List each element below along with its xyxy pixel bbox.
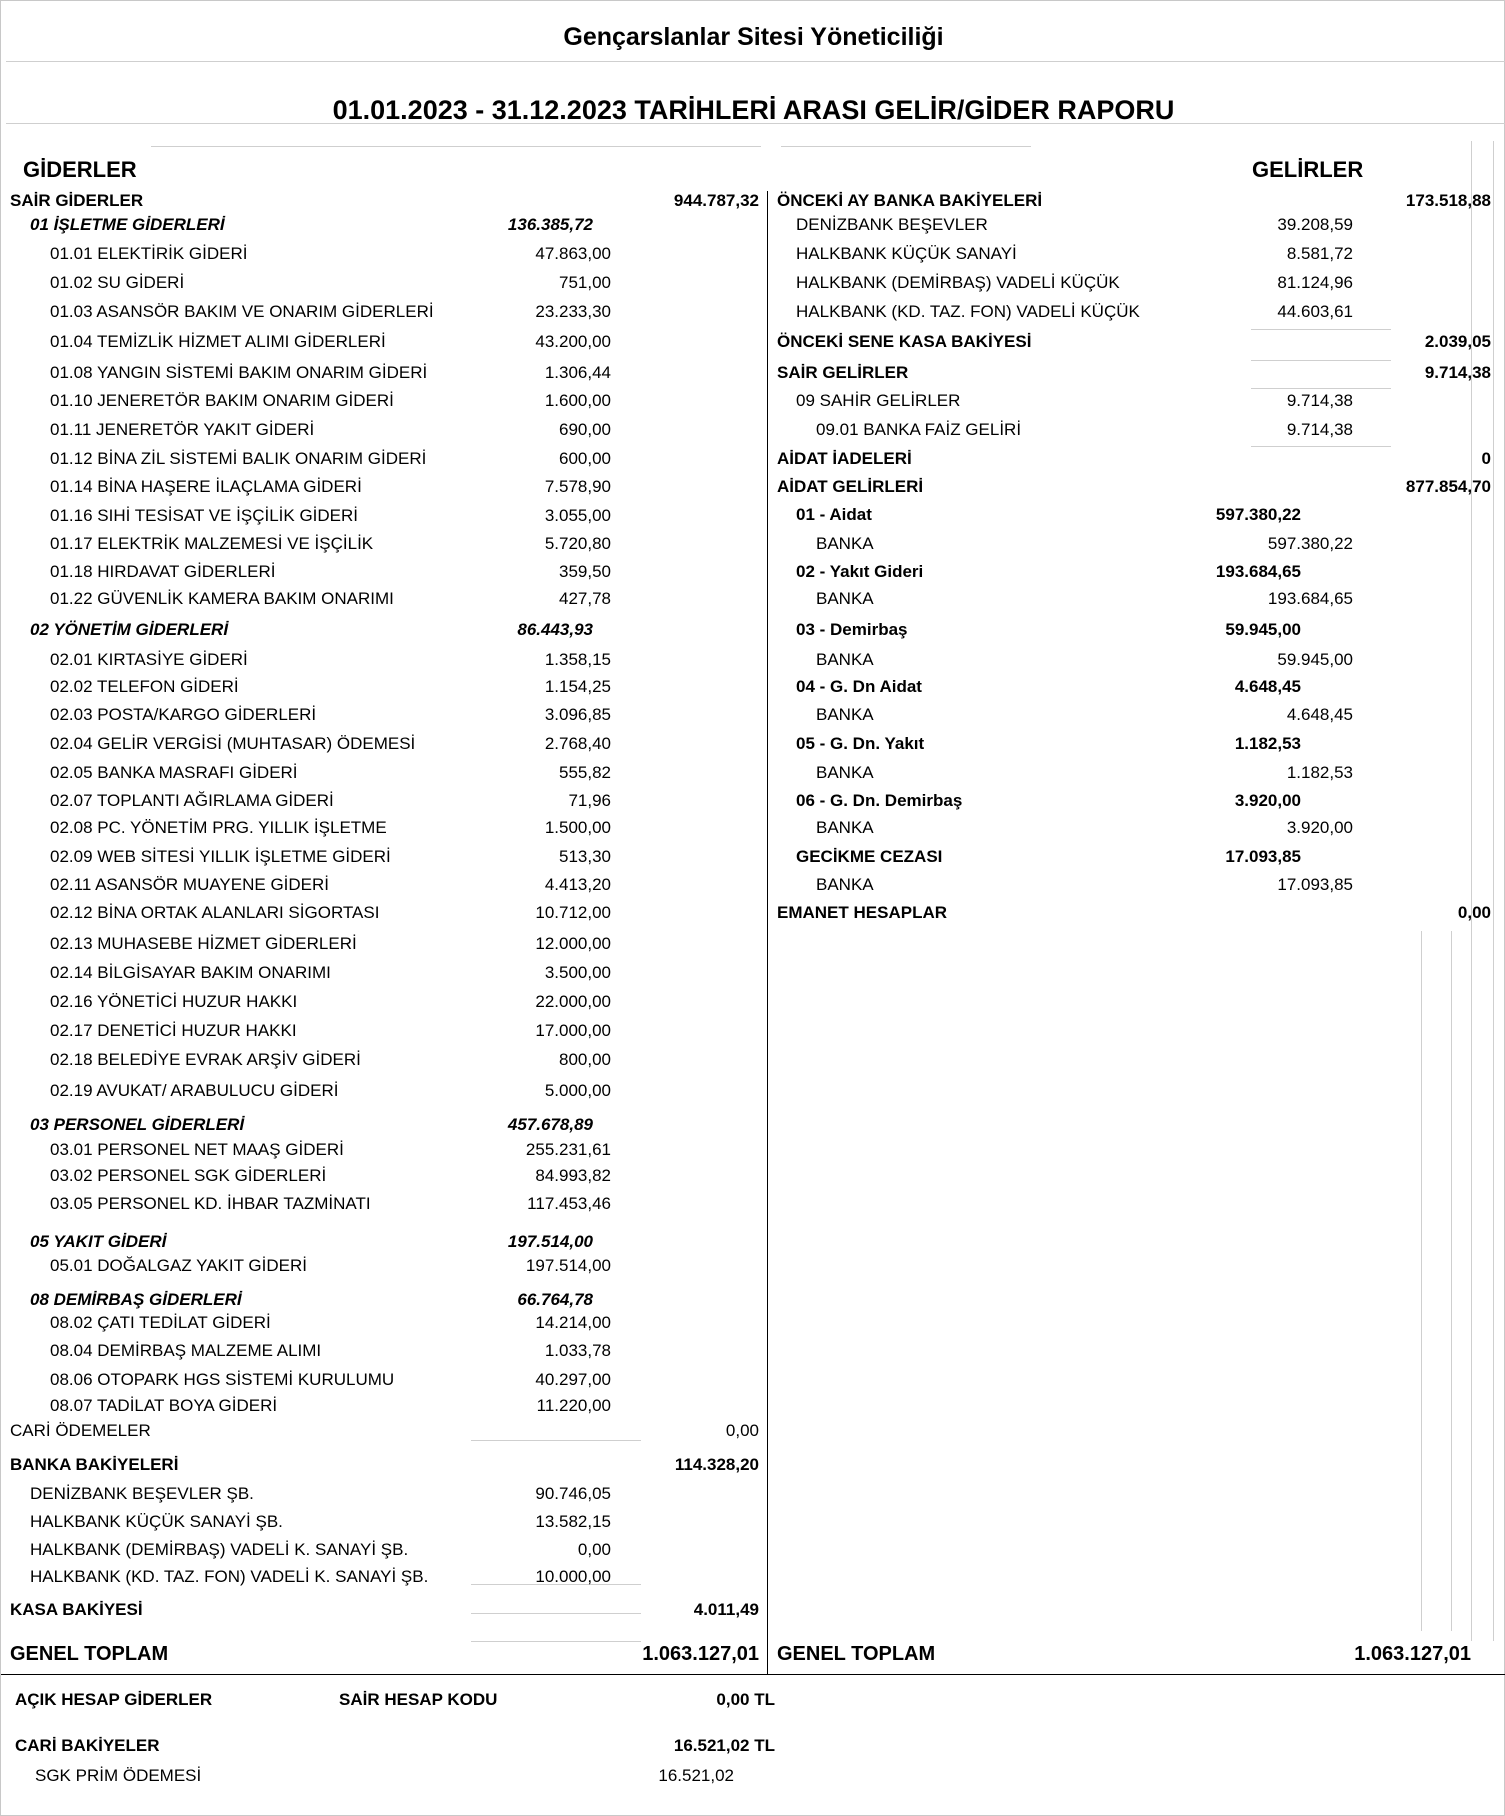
expense-row-label: DENİZBANK BEŞEVLER ŞB.	[30, 1484, 254, 1503]
expense-row-label: BANKA BAKİYELERİ	[10, 1455, 179, 1474]
income-row	[767, 212, 1505, 238]
expense-row-value: 117.453,46	[527, 1194, 611, 1213]
income-row-value: 17.093,85	[1277, 875, 1353, 894]
income-row	[767, 788, 1505, 814]
expense-row-value: 11.220,00	[536, 1396, 611, 1415]
income-row-label: 09 SAHİR GELİRLER	[796, 391, 961, 410]
expense-row	[1, 1367, 767, 1393]
income-row	[767, 388, 1505, 414]
expense-row-label: 01.03 ASANSÖR BAKIM VE ONARIM GİDERLERİ	[50, 302, 434, 321]
expenses-grand-total-value: 1.063.127,01	[642, 1643, 759, 1665]
income-row-label: 05 - G. Dn. Yakıt	[796, 734, 925, 753]
expense-row	[1, 417, 767, 443]
expense-row-label: 02.13 MUHASEBE HİZMET GİDERLERİ	[50, 934, 357, 953]
expense-row	[1, 188, 767, 214]
income-row-value: 39.208,59	[1277, 215, 1353, 234]
expense-row-value: 1.358,15	[544, 650, 611, 669]
expense-row-label: 01.18 HIRDAVAT GİDERLERİ	[50, 562, 276, 581]
income-row-subtotal: 17.093,85	[1225, 847, 1301, 866]
income-row-label: HALKBANK KÜÇÜK SANAYİ	[796, 244, 1017, 263]
income-row-label: BANKA	[816, 589, 874, 608]
expense-row-label: 03.02 PERSONEL SGK GİDERLERİ	[50, 1166, 327, 1185]
income-row	[767, 299, 1505, 325]
organization-title: Gençarslanlar Sitesi Yöneticiliği	[563, 23, 944, 51]
expense-row	[1, 1452, 767, 1478]
income-row-value: 8.581,72	[1286, 244, 1353, 263]
income-row-value: 9.714,38	[1286, 420, 1353, 439]
expense-row-subtotal: 66.764,78	[517, 1290, 593, 1309]
income-row	[767, 702, 1505, 728]
expense-row-label: 08.02 ÇATI TEDİLAT GİDERİ	[50, 1313, 271, 1332]
open-accounts-label: AÇIK HESAP GİDERLER	[15, 1690, 213, 1709]
expense-row	[1, 388, 767, 414]
income-heading: GELİRLER	[1252, 157, 1364, 182]
expense-row	[1, 212, 767, 238]
expense-row	[1, 1338, 767, 1364]
expense-row-label: 01.14 BİNA HAŞERE İLAÇLAMA GİDERİ	[50, 477, 362, 496]
income-row	[767, 329, 1505, 355]
expense-row-value: 1.600,00	[544, 391, 611, 410]
income-row	[767, 647, 1505, 673]
grid-line	[151, 146, 761, 147]
income-row-value: 9.714,38	[1286, 391, 1353, 410]
income-row-value: 81.124,96	[1277, 273, 1353, 292]
income-row-label: BANKA	[816, 650, 874, 669]
expense-row-label: 08.04 DEMİRBAŞ MALZEME ALIMI	[50, 1341, 322, 1360]
other-account-code-label: SAİR HESAP KODU	[339, 1690, 498, 1709]
income-row	[767, 446, 1505, 472]
expense-row	[1, 241, 767, 267]
current-balances-row	[1, 1733, 801, 1759]
expense-row-value: 0,00	[577, 1540, 611, 1559]
current-balances-total: 16.521,02 TL	[673, 1736, 775, 1755]
expense-row-value: 10.712,00	[535, 903, 611, 922]
expense-row-value: 359,50	[559, 562, 611, 581]
income-row-label: BANKA	[816, 818, 874, 837]
expense-row-label: 02.19 AVUKAT/ ARABULUCU GİDERİ	[50, 1081, 339, 1100]
expense-row-label: 02.01 KIRTASİYE GİDERİ	[50, 650, 248, 669]
expense-row	[1, 1481, 767, 1507]
income-row	[767, 586, 1505, 612]
income-row-label: ÖNCEKİ AY BANKA BAKİYELERİ	[777, 191, 1043, 210]
expense-row-value: 4.413,20	[544, 875, 611, 894]
expense-row	[1, 731, 767, 757]
income-row-label: DENİZBANK BEŞEVLER	[796, 215, 988, 234]
expense-row	[1, 844, 767, 870]
expense-row	[1, 1564, 767, 1590]
expense-row	[1, 647, 767, 673]
expense-row	[1, 989, 767, 1015]
expense-row-value: 84.993,82	[535, 1166, 611, 1185]
expense-row	[1, 299, 767, 325]
income-row-label: HALKBANK (KD. TAZ. FON) VADELİ KÜÇÜK	[796, 302, 1140, 321]
income-row-total: 0	[1481, 449, 1491, 468]
income-row-label: 03 - Demirbaş	[796, 620, 908, 639]
income-row-value: 44.603,61	[1277, 302, 1353, 321]
expense-row-label: HALKBANK KÜÇÜK SANAYİ ŞB.	[30, 1512, 283, 1531]
expense-row-value: 3.500,00	[544, 963, 611, 982]
income-row	[767, 674, 1505, 700]
expense-row-value: 14.214,00	[535, 1313, 611, 1332]
income-row	[767, 617, 1505, 643]
expense-row-label: 02.14 BİLGİSAYAR BAKIM ONARIMI	[50, 963, 331, 982]
expense-row	[1, 1018, 767, 1044]
expense-row-label: 02.17 DENETİCİ HUZUR HAKKI	[50, 1021, 297, 1040]
expense-row-subtotal: 86.443,93	[517, 620, 593, 639]
expense-row	[1, 474, 767, 500]
income-row-subtotal: 3.920,00	[1234, 791, 1301, 810]
income-row	[767, 270, 1505, 296]
expense-row-label: 01.16 SIHİ TESİSAT VE İŞÇİLİK GİDERİ	[50, 506, 359, 525]
income-row-value: 1.182,53	[1286, 763, 1353, 782]
income-row-label: EMANET HESAPLAR	[777, 903, 948, 922]
sgk-row	[1, 1763, 801, 1789]
expense-row-value: 90.746,05	[535, 1484, 611, 1503]
expense-row	[1, 760, 767, 786]
income-row-label: BANKA	[816, 763, 874, 782]
expense-row-label: HALKBANK (DEMİRBAŞ) VADELİ K. SANAYİ ŞB.	[30, 1540, 409, 1559]
expense-row-value: 12.000,00	[535, 934, 611, 953]
expenses-grand-total-row	[1, 1641, 767, 1667]
expense-row-label: 03 PERSONEL GİDERLERİ	[30, 1115, 245, 1134]
expense-row-value: 1.033,78	[544, 1341, 611, 1360]
income-row	[767, 872, 1505, 898]
expenses-grand-total-label: GENEL TOPLAM	[10, 1643, 169, 1665]
expense-row	[1, 1163, 767, 1189]
expense-row	[1, 900, 767, 926]
expense-row-value: 23.233,30	[535, 302, 611, 321]
income-row-total: 877.854,70	[1405, 477, 1491, 496]
income-row-label: HALKBANK (DEMİRBAŞ) VADELİ KÜÇÜK	[796, 273, 1120, 292]
expense-row	[1, 1229, 767, 1255]
expense-row-value: 13.582,15	[535, 1512, 611, 1531]
expense-row	[1, 1393, 767, 1419]
expense-row	[1, 931, 767, 957]
expense-row	[1, 1418, 767, 1444]
expense-row	[1, 788, 767, 814]
expense-row-value: 43.200,00	[535, 332, 611, 351]
expense-row-value: 751,00	[559, 273, 611, 292]
sgk-value: 16.521,02	[658, 1766, 734, 1785]
expense-row-total: 0,00	[725, 1421, 759, 1440]
income-row-value: 59.945,00	[1277, 650, 1353, 669]
grid-line	[6, 61, 1505, 62]
expense-row-label: 01 İŞLETME GİDERLERİ	[30, 215, 225, 234]
expense-row-value: 5.000,00	[544, 1081, 611, 1100]
expense-row	[1, 815, 767, 841]
expense-row-subtotal: 197.514,00	[507, 1232, 593, 1251]
grid-line	[1421, 931, 1422, 1631]
expense-row-label: 01.11 JENERETÖR YAKIT GİDERİ	[50, 420, 315, 439]
expense-row-label: 03.01 PERSONEL NET MAAŞ GİDERİ	[50, 1140, 344, 1159]
expense-row-label: 01.04 TEMİZLİK HİZMET ALIMI GİDERLERİ	[50, 332, 386, 351]
expense-row	[1, 1191, 767, 1217]
sgk-label: SGK PRİM ÖDEMESİ	[35, 1766, 202, 1785]
expense-row-label: 05 YAKIT GİDERİ	[30, 1232, 167, 1251]
expense-row-label: 02.18 BELEDİYE EVRAK ARŞİV GİDERİ	[50, 1050, 361, 1069]
expense-row-label: 01.10 JENERETÖR BAKIM ONARIM GİDERİ	[50, 391, 394, 410]
expense-row-value: 10.000,00	[535, 1567, 611, 1586]
expense-row-value: 3.096,85	[544, 705, 611, 724]
expense-row	[1, 586, 767, 612]
income-row-value: 193.684,65	[1267, 589, 1353, 608]
income-grand-total-label: GENEL TOPLAM	[777, 1643, 936, 1665]
expense-row-label: KASA BAKİYESİ	[10, 1600, 143, 1619]
expense-row	[1, 617, 767, 643]
income-row-label: BANKA	[816, 705, 874, 724]
expense-row-value: 22.000,00	[535, 992, 611, 1011]
grid-line	[1451, 931, 1452, 1631]
expense-row-value: 427,78	[559, 589, 611, 608]
expense-row	[1, 531, 767, 557]
expense-row-value: 513,30	[559, 847, 611, 866]
income-grand-total-value: 1.063.127,01	[1354, 1643, 1471, 1665]
expense-row-value: 1.500,00	[544, 818, 611, 837]
expenses-heading: GİDERLER	[23, 157, 137, 182]
footer-divider	[1, 1674, 1505, 1675]
income-row	[767, 760, 1505, 786]
income-row	[767, 531, 1505, 557]
expense-row	[1, 1537, 767, 1563]
expense-row-label: 01.01 ELEKTİRİK GİDERİ	[50, 244, 248, 263]
expense-row-label: 02.16 YÖNETİCİ HUZUR HAKKI	[50, 992, 298, 1011]
expense-row-value: 1.306,44	[544, 363, 611, 382]
expense-row-label: 02.12 BİNA ORTAK ALANLARI SİGORTASI	[50, 903, 380, 922]
expense-row-label: 02.08 PC. YÖNETİM PRG. YILLIK İŞLETME	[50, 818, 387, 837]
expense-row-label: 02.11 ASANSÖR MUAYENE GİDERİ	[50, 875, 330, 894]
income-row-subtotal: 59.945,00	[1225, 620, 1301, 639]
expense-row	[1, 1137, 767, 1163]
expense-row-value: 7.578,90	[544, 477, 611, 496]
expense-row-value: 2.768,40	[544, 734, 611, 753]
report-title: 01.01.2023 - 31.12.2023 TARİHLERİ ARASI GELİR/GİDER RAPORU	[332, 95, 1175, 125]
expense-row-value: 3.055,00	[544, 506, 611, 525]
income-row-subtotal: 597.380,22	[1215, 505, 1301, 524]
income-row-label: 02 - Yakıt Gideri	[796, 562, 924, 581]
expense-row-label: 01.02 SU GİDERİ	[50, 273, 185, 292]
income-row	[767, 474, 1505, 500]
income-grand-total-row	[767, 1641, 1505, 1667]
expense-row-label: 08.06 OTOPARK HGS SİSTEMİ KURULUMU	[50, 1370, 395, 1389]
expense-row-label: 02.09 WEB SİTESİ YILLIK İŞLETME GİDERİ	[50, 847, 391, 866]
expense-row-label: 01.22 GÜVENLİK KAMERA BAKIM ONARIMI	[50, 589, 394, 608]
expense-row-label: 02.07 TOPLANTI AĞIRLAMA GİDERİ	[50, 791, 334, 810]
expense-row-total: 114.328,20	[674, 1455, 759, 1474]
expense-row-label: 02.03 POSTA/KARGO GİDERLERİ	[50, 705, 317, 724]
expense-row-value: 40.297,00	[535, 1370, 611, 1389]
income-row-subtotal: 193.684,65	[1215, 562, 1301, 581]
income-row-label: 04 - G. Dn Aidat	[796, 677, 922, 696]
expense-row-label: 01.08 YANGIN SİSTEMİ BAKIM ONARIM GİDERİ	[50, 363, 428, 382]
expense-row	[1, 1078, 767, 1104]
expense-row	[1, 270, 767, 296]
income-row	[767, 731, 1505, 757]
income-row-subtotal: 1.182,53	[1234, 734, 1301, 753]
expense-row	[1, 1310, 767, 1336]
income-row-subtotal: 4.648,45	[1234, 677, 1301, 696]
expense-row	[1, 503, 767, 529]
expense-row	[1, 559, 767, 585]
expense-row-total: 944.787,32	[673, 191, 759, 210]
income-row-label: BANKA	[816, 534, 874, 553]
expense-row-value: 600,00	[559, 449, 611, 468]
income-row-value: 4.648,45	[1286, 705, 1353, 724]
open-accounts-total: 0,00 TL	[716, 1690, 775, 1709]
income-row-total: 2.039,05	[1424, 332, 1491, 351]
income-row-label: ÖNCEKİ SENE KASA BAKİYESİ	[777, 332, 1032, 351]
expense-row-label: SAİR GİDERLER	[10, 191, 144, 210]
open-accounts-row	[1, 1687, 801, 1713]
expense-row	[1, 1253, 767, 1279]
income-row-label: BANKA	[816, 875, 874, 894]
expense-row	[1, 1047, 767, 1073]
expense-row	[1, 702, 767, 728]
expense-row-total: 4.011,49	[693, 1600, 759, 1619]
expense-row-label: 03.05 PERSONEL KD. İHBAR TAZMİNATI	[50, 1194, 371, 1213]
income-row-total: 173.518,88	[1405, 191, 1491, 210]
expense-row-subtotal: 136.385,72	[507, 215, 593, 234]
expense-row	[1, 360, 767, 386]
expense-row-value: 800,00	[559, 1050, 611, 1069]
expense-row	[1, 1597, 767, 1623]
expense-row-value: 5.720,80	[544, 534, 611, 553]
expense-row	[1, 1112, 767, 1138]
income-row	[767, 188, 1505, 214]
income-row-label: AİDAT GELİRLERİ	[777, 477, 924, 496]
expense-row-label: 05.01 DOĞALGAZ YAKIT GİDERİ	[50, 1256, 307, 1275]
expense-row	[1, 1509, 767, 1535]
expense-row-label: HALKBANK (KD. TAZ. FON) VADELİ K. SANAYİ ŞB.	[30, 1567, 429, 1586]
expense-row	[1, 960, 767, 986]
expense-row-label: CARİ ÖDEMELER	[10, 1421, 151, 1440]
expense-row-subtotal: 457.678,89	[507, 1115, 593, 1134]
expense-row	[1, 446, 767, 472]
income-row-total: 9.714,38	[1424, 363, 1491, 382]
income-row	[767, 417, 1505, 443]
expense-row-value: 255.231,61	[525, 1140, 611, 1159]
income-row-value: 3.920,00	[1286, 818, 1353, 837]
expense-row-label: 01.17 ELEKTRİK MALZEMESİ VE İŞÇİLİK	[50, 534, 374, 553]
expense-row-value: 71,96	[568, 791, 611, 810]
expense-row-label: 01.12 BİNA ZİL SİSTEMİ BALIK ONARIM GİDERİ	[50, 449, 427, 468]
income-row	[767, 360, 1505, 386]
expense-row	[1, 329, 767, 355]
income-row-label: 09.01 BANKA FAİZ GELİRİ	[816, 420, 1022, 439]
income-row-total: 0,00	[1457, 903, 1491, 922]
income-row-label: 06 - G. Dn. Demirbaş	[796, 791, 963, 810]
income-row-label: GECİKME CEZASI	[796, 847, 943, 866]
income-row	[767, 241, 1505, 267]
income-row	[767, 900, 1505, 926]
income-row-value: 597.380,22	[1267, 534, 1353, 553]
expense-row-value: 1.154,25	[544, 677, 611, 696]
expense-row-value: 197.514,00	[525, 1256, 611, 1275]
income-row	[767, 502, 1505, 528]
grid-line	[781, 146, 1031, 147]
expense-row	[1, 872, 767, 898]
expense-row-value: 690,00	[559, 420, 611, 439]
income-row-label: AİDAT İADELERİ	[777, 449, 912, 468]
income-row	[767, 559, 1505, 585]
expense-row-label: 02.02 TELEFON GİDERİ	[50, 677, 239, 696]
expense-row-label: 08 DEMİRBAŞ GİDERLERİ	[30, 1290, 242, 1309]
expense-row-value: 47.863,00	[535, 244, 611, 263]
expense-row-value: 555,82	[559, 763, 611, 782]
income-row-label: 01 - Aidat	[796, 505, 872, 524]
income-row	[767, 844, 1505, 870]
expense-row-label: 02 YÖNETİM GİDERLERİ	[30, 620, 229, 639]
expense-row-label: 02.05 BANKA MASRAFI GİDERİ	[50, 763, 298, 782]
expense-row-label: 02.04 GELİR VERGİSİ (MUHTASAR) ÖDEMESİ	[50, 734, 416, 753]
income-row	[767, 815, 1505, 841]
expense-row-label: 08.07 TADİLAT BOYA GİDERİ	[50, 1396, 278, 1415]
income-row-label: SAİR GELİRLER	[777, 363, 909, 382]
expense-row	[1, 674, 767, 700]
expense-row-value: 17.000,00	[535, 1021, 611, 1040]
current-balances-label: CARİ BAKİYELER	[15, 1736, 160, 1755]
